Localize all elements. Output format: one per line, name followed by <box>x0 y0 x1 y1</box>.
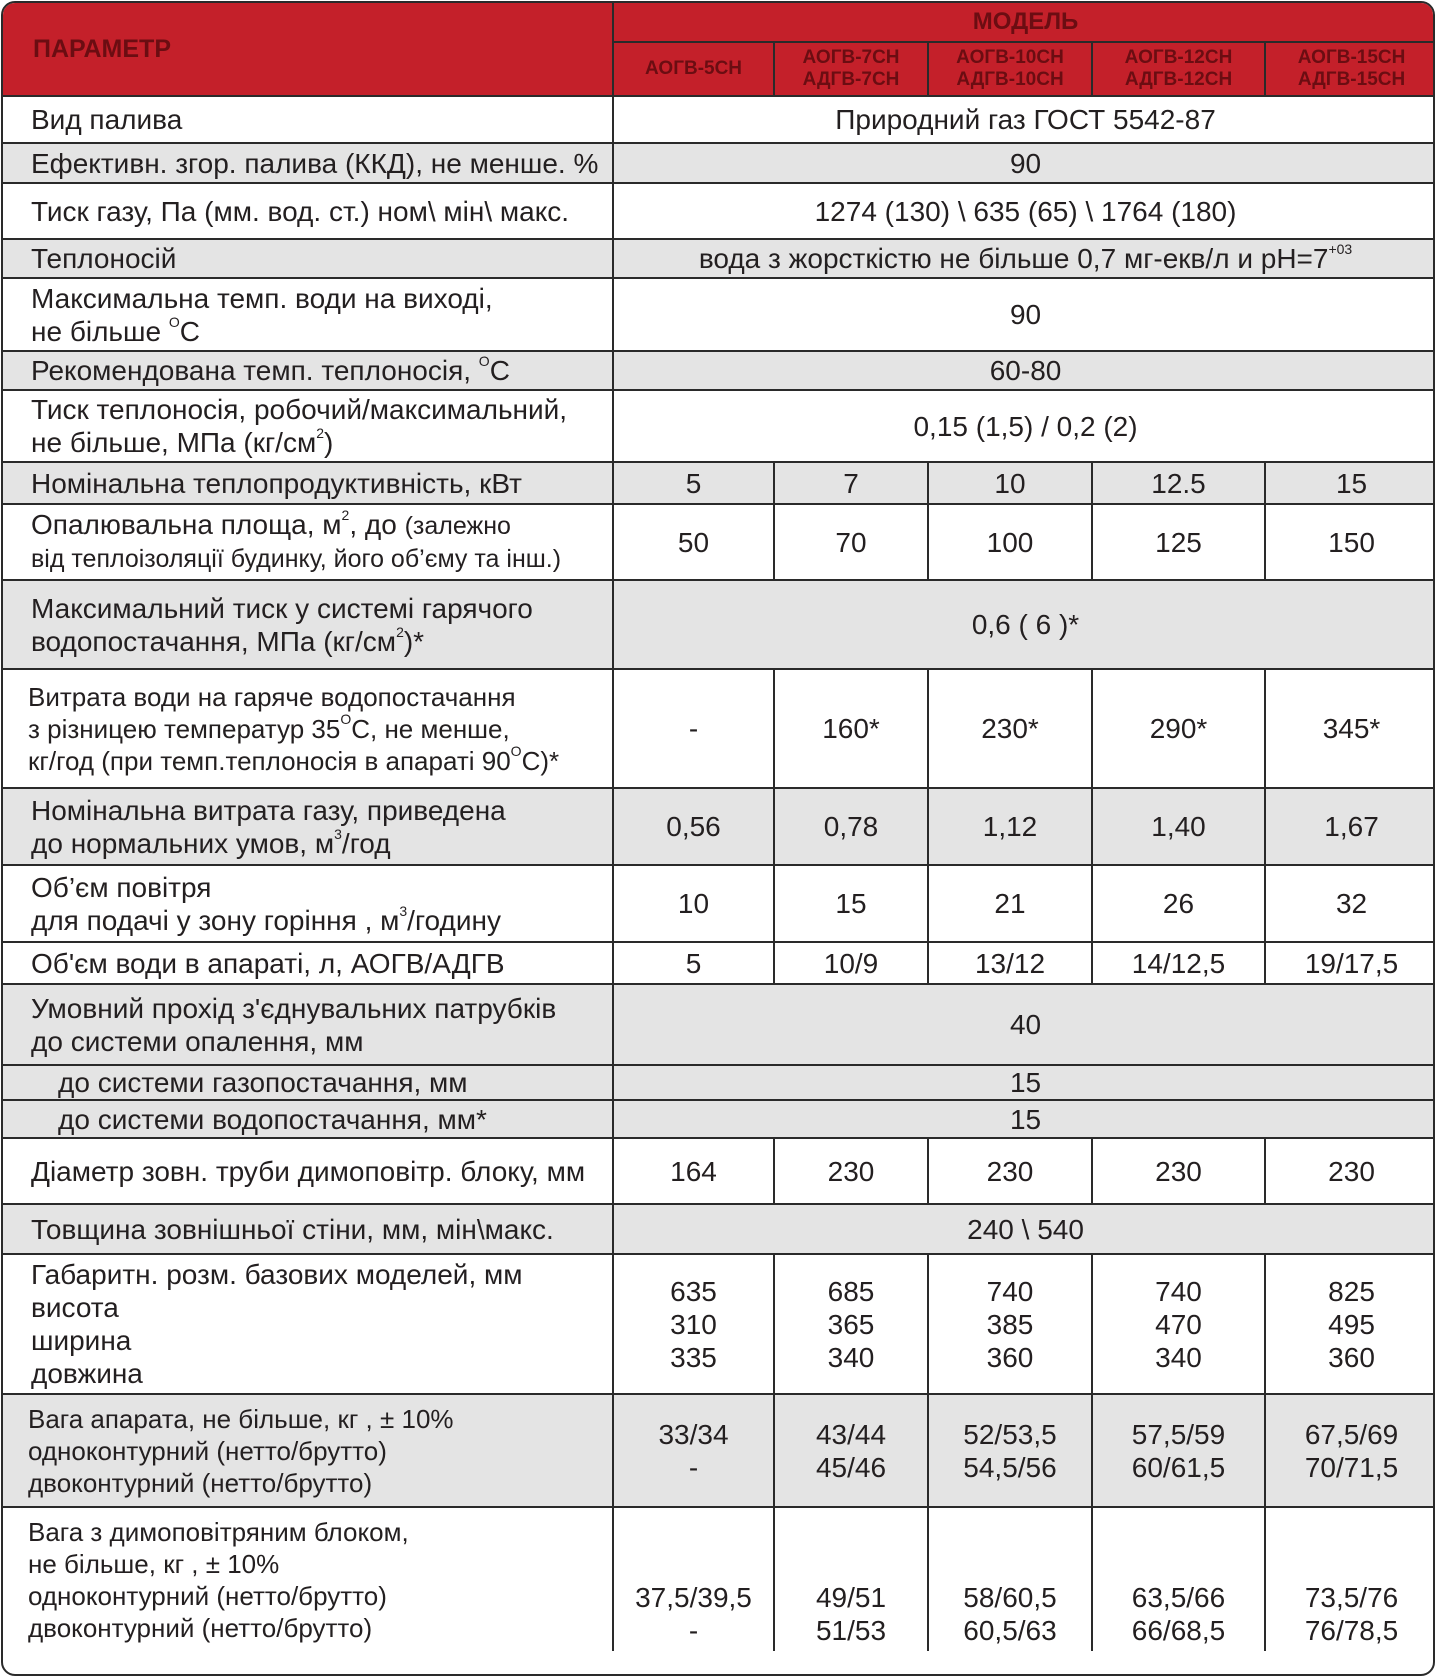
value-cell: 230 <box>928 1138 1092 1204</box>
value-cell: 10 <box>928 462 1092 504</box>
value-cell: 825 495 360 <box>1265 1254 1435 1394</box>
value-cell: 230 <box>1265 1138 1435 1204</box>
value-cell: 14/12,5 <box>1092 942 1265 984</box>
model-column-header: АОГВ-10СН АДГВ-10СН <box>928 42 1092 96</box>
value-cell: 37,5/39,5 - <box>613 1507 774 1651</box>
value-cell: 160* <box>774 669 928 788</box>
param-label: Опалювальна площа, $м^2$, до (залежно від теплоізоляції будинку, його об’єму та інш.) <box>3 504 613 580</box>
value-cell: 150 <box>1265 504 1435 580</box>
param-label: Товщина зовнішньої стіни, мм, мін\макс. <box>3 1204 613 1254</box>
param-label: Вид палива <box>3 96 613 143</box>
param-label: Номінальна теплопродуктивність, кВт <box>3 462 613 504</box>
param-value: 90 <box>613 278 1435 351</box>
row-nozzle-heating <box>3 984 1435 1065</box>
value-cell: - <box>613 669 774 788</box>
value-cell: 685 365 340 <box>774 1254 928 1394</box>
value-cell: 10 <box>613 865 774 942</box>
row-hot-water-flow <box>3 669 1435 788</box>
value-cell: 635 310 335 <box>613 1254 774 1394</box>
value-cell: 19/17,5 <box>1265 942 1435 984</box>
value-cell: 15 <box>1265 462 1435 504</box>
row-heating-area <box>3 504 1435 580</box>
param-value: 240 \ 540 <box>613 1204 1435 1254</box>
param-label: Об'єм води в апараті, л, АОГВ/АДГВ <box>3 942 613 984</box>
value-cell: 58/60,5 60,5/63 <box>928 1507 1092 1651</box>
value-cell: 67,5/69 70/71,5 <box>1265 1394 1435 1507</box>
row-max-water-temp <box>3 278 1435 351</box>
param-label: Вага з димоповітряним блоком, не більше, кг , ± 10% одноконтурний (нетто/брутто) двоконтурний (нетто/брутто) <box>3 1507 613 1651</box>
model-column-header: АОГВ-5СН <box>613 42 774 96</box>
param-label: Максимальний тиск у системі гарячого водопостачання, МПа $(кг/см^2)*$ <box>3 580 613 669</box>
param-value: вода з жорсткістю не більше 0,7 мг-екв/л и $pH=7^{+03}$ <box>613 239 1435 278</box>
value-cell: 13/12 <box>928 942 1092 984</box>
value-cell: 0,78 <box>774 788 928 865</box>
value-cell: 50 <box>613 504 774 580</box>
value-cell: 230* <box>928 669 1092 788</box>
param-value: 0,15 (1,5) / 0,2 (2) <box>613 390 1435 462</box>
row-nozzle-water <box>3 1100 1435 1138</box>
param-label: Діаметр зовн. труби димоповітр. блоку, мм <box>3 1138 613 1204</box>
value-cell: 230 <box>1092 1138 1265 1204</box>
value-cell: 100 <box>928 504 1092 580</box>
value-cell: 57,5/59 60/61,5 <box>1092 1394 1265 1507</box>
row-coolant <box>3 239 1435 278</box>
value-cell: 125 <box>1092 504 1265 580</box>
value-cell: 63,5/66 66/68,5 <box>1092 1507 1265 1651</box>
param-value: 15 <box>613 1100 1435 1138</box>
param-value: Природний газ ГОСТ 5542-87 <box>613 96 1435 143</box>
row-nozzle-gas <box>3 1065 1435 1100</box>
value-cell: 1,12 <box>928 788 1092 865</box>
row-air-volume <box>3 865 1435 942</box>
value-cell: 0,56 <box>613 788 774 865</box>
param-label: Тиск теплоносія, робочий/максимальний, не більше, МПа $(кг/см^2)$ <box>3 390 613 462</box>
param-label: Вага апарата, не більше, кг , ± 10% одноконтурний (нетто/брутто) двоконтурний (нетто/брутто) <box>3 1394 613 1507</box>
value-cell: 70 <box>774 504 928 580</box>
param-label: Витрата води на гаряче водопостачання з різницею температур $35^OС$, не менше, кг/год (при темп.теплоносія в апараті $90^OС)*$ <box>3 669 613 788</box>
value-cell: 740 385 360 <box>928 1254 1092 1394</box>
row-weight-with-flue <box>3 1507 1435 1651</box>
param-value: 40 <box>613 984 1435 1065</box>
param-label: Тиск газу, Па (мм. вод. ст.) ном\ мін\ макс. <box>3 183 613 239</box>
value-cell: 5 <box>613 462 774 504</box>
param-value: 1274 (130) \ 635 (65) \ 1764 (180) <box>613 183 1435 239</box>
param-label: Максимальна темп. води на виході, не більше $^O$C <box>3 278 613 351</box>
model-column-header: АОГВ-12СН АДГВ-12СН <box>1092 42 1265 96</box>
value-cell: 12.5 <box>1092 462 1265 504</box>
value-cell: 164 <box>613 1138 774 1204</box>
row-flue-diameter <box>3 1138 1435 1204</box>
param-label: Номінальна витрата газу, приведена до нормальних умов, $м^3$/год <box>3 788 613 865</box>
row-dimensions <box>3 1254 1435 1394</box>
param-label: Теплоносій <box>3 239 613 278</box>
value-cell: 52/53,5 54,5/56 <box>928 1394 1092 1507</box>
row-weight <box>3 1394 1435 1507</box>
param-label: Рекомендована темп. теплоносія, $^O$C <box>3 351 613 390</box>
value-cell: 43/44 45/46 <box>774 1394 928 1507</box>
model-header: МОДЕЛЬ <box>613 3 1435 42</box>
row-fuel-type <box>3 96 1435 143</box>
row-max-hot-water-pressure <box>3 580 1435 669</box>
value-cell: 7 <box>774 462 928 504</box>
value-cell: 32 <box>1265 865 1435 942</box>
value-cell: 73,5/76 76/78,5 <box>1265 1507 1435 1651</box>
value-cell: 10/9 <box>774 942 928 984</box>
param-label: Об’єм повітря для подачі у зону горіння , $м^3$/годину <box>3 865 613 942</box>
row-efficiency <box>3 143 1435 183</box>
row-recommended-temp <box>3 351 1435 390</box>
value-cell: 33/34 - <box>613 1394 774 1507</box>
value-cell: 5 <box>613 942 774 984</box>
row-water-volume <box>3 942 1435 984</box>
value-cell: 740 470 340 <box>1092 1254 1265 1394</box>
param-value: 60-80 <box>613 351 1435 390</box>
value-cell: 345* <box>1265 669 1435 788</box>
param-label: Ефективн. згор. палива (ККД), не менше. % <box>3 143 613 183</box>
header-row <box>3 3 1435 42</box>
value-cell: 26 <box>1092 865 1265 942</box>
param-label: Умовний прохід з'єднувальних патрубків до системи опалення, мм <box>3 984 613 1065</box>
param-value: 0,6 ( 6 )* <box>613 580 1435 669</box>
param-label: Габаритн. розм. базових моделей, мм висота ширина довжина <box>3 1254 613 1394</box>
row-gas-pressure <box>3 183 1435 239</box>
model-column-header: АОГВ-7СН АДГВ-7СН <box>774 42 928 96</box>
param-value: 90 <box>613 143 1435 183</box>
value-cell: 1,40 <box>1092 788 1265 865</box>
spec-table <box>3 3 1435 1651</box>
row-heat-output <box>3 462 1435 504</box>
param-header: ПАРАМЕТР <box>3 3 613 96</box>
value-cell: 1,67 <box>1265 788 1435 865</box>
row-coolant-pressure <box>3 390 1435 462</box>
param-value: 15 <box>613 1065 1435 1100</box>
value-cell: 21 <box>928 865 1092 942</box>
value-cell: 290* <box>1092 669 1265 788</box>
value-cell: 49/51 51/53 <box>774 1507 928 1651</box>
param-label: до системи газопостачання, мм <box>3 1065 613 1100</box>
row-wall-thickness <box>3 1204 1435 1254</box>
spec-sheet <box>1 1 1435 1676</box>
row-gas-flow <box>3 788 1435 865</box>
param-label: до системи водопостачання, мм* <box>3 1100 613 1138</box>
value-cell: 230 <box>774 1138 928 1204</box>
value-cell: 15 <box>774 865 928 942</box>
model-column-header: АОГВ-15СН АДГВ-15СН <box>1265 42 1435 96</box>
